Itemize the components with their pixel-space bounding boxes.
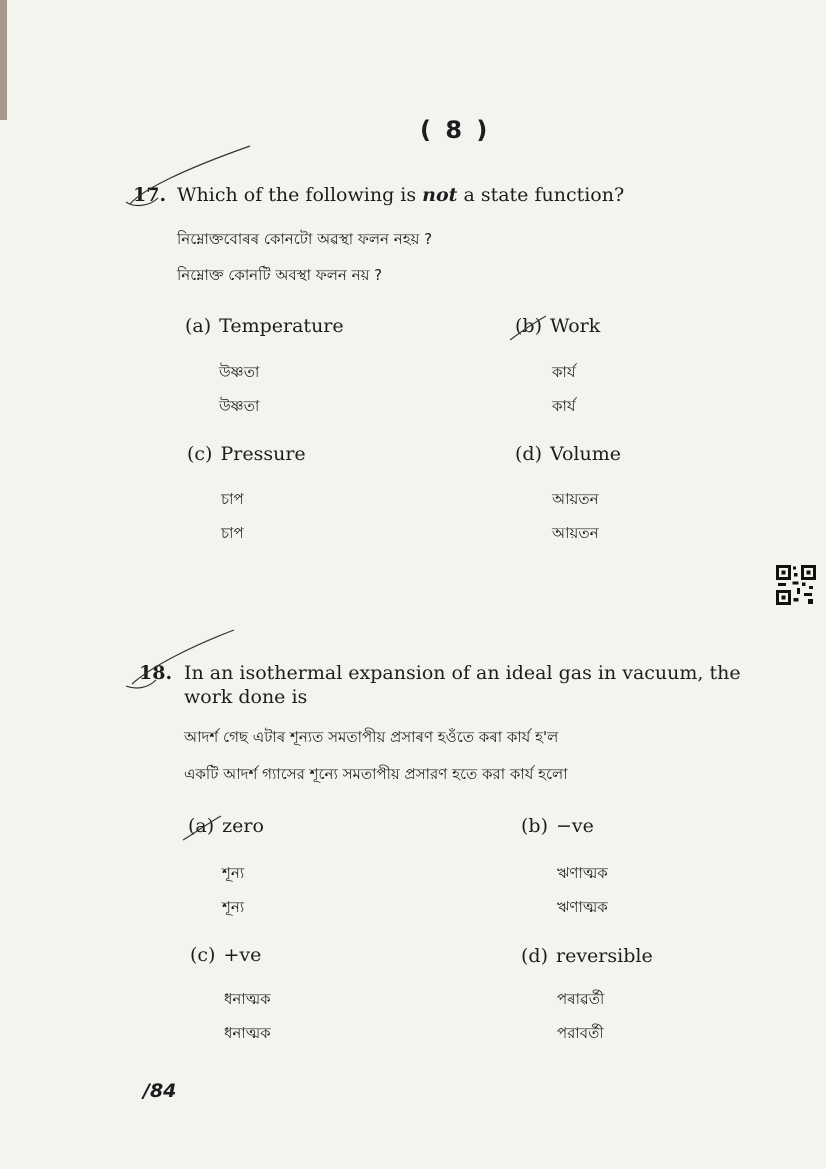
q17-option-c-assamese: চাপ — [221, 490, 244, 508]
question-18-text-line1: In an isothermal expansion of an ideal gas in vacuum, the — [184, 662, 741, 684]
q18-option-d-bengali: পরাবর্তী — [557, 1024, 604, 1042]
q18-option-c-bengali: ধনাত্মক — [224, 1024, 271, 1042]
q17-option-b-assamese: কাৰ্য — [552, 363, 576, 381]
q17-option-a-assamese: উষ্ণতা — [219, 363, 260, 381]
q18-option-a-bengali: শূন্য — [222, 898, 245, 916]
q17-option-d-assamese: আয়তন — [552, 490, 599, 508]
page-number: ( 8 ) — [420, 116, 491, 144]
paper-code: /84 — [143, 1080, 177, 1102]
q18-option-b-assamese: ঋণাত্মক — [557, 864, 608, 882]
q18-option-c-assamese: ধনাত্মক — [224, 990, 271, 1008]
pen-strike-mark — [508, 314, 548, 344]
q18-option-c: (c) +ve — [190, 944, 262, 966]
question-18-text-bengali: একটি আদর্শ গ্যাসের শূন্যে সমতাপীয় প্রসারণ হতে করা কার্য হলো — [184, 765, 568, 783]
question-17-number: 17. — [133, 184, 167, 206]
q18-option-b-bengali: ঋণাত্মক — [557, 898, 608, 916]
q17-option-d-bengali: আয়তন — [552, 524, 599, 542]
q18-option-b: (b) −ve — [521, 815, 594, 837]
question-17-text-bengali: নিম্নোক্ত কোনটি অবস্থা ফলন নয় ? — [177, 266, 383, 284]
q18-option-d-assamese: পৰাৱৰ্তী — [557, 990, 605, 1008]
q17-option-b-bengali: কার্য — [552, 397, 576, 415]
q17-option-c-bengali: চাপ — [221, 524, 244, 542]
q17-option-c: (c) Pressure — [187, 443, 306, 465]
pen-strike-mark — [181, 814, 223, 844]
q18-option-a-assamese: শূন্য — [222, 864, 245, 882]
qr-code-icon — [776, 565, 816, 605]
q18-option-a: (a) zero — [188, 815, 264, 837]
q17-option-a-bengali: উষ্ণতা — [219, 397, 260, 415]
question-18-number: 18. — [139, 662, 173, 684]
page-edge-shadow — [0, 0, 7, 120]
q17-option-b: (b) Work — [515, 315, 601, 337]
q18-option-d: (d) reversible — [521, 945, 653, 967]
question-17-text-assamese: নিম্নোক্তবোৰৰ কোনটো অৱস্থা ফলন নহয় ? — [177, 230, 433, 248]
question-17-text: Which of the following is not a state function? — [177, 184, 625, 206]
q17-option-d: (d) Volume — [515, 443, 621, 465]
q17-option-a: (a) Temperature — [185, 315, 344, 337]
question-18-text-assamese: আদৰ্শ গেছ এটাৰ শূন্যত সমতাপীয় প্ৰসাৰণ হওঁতে কৰা কাৰ্য হ'ল — [184, 728, 559, 746]
question-18-text-line2: work done is — [184, 686, 308, 708]
